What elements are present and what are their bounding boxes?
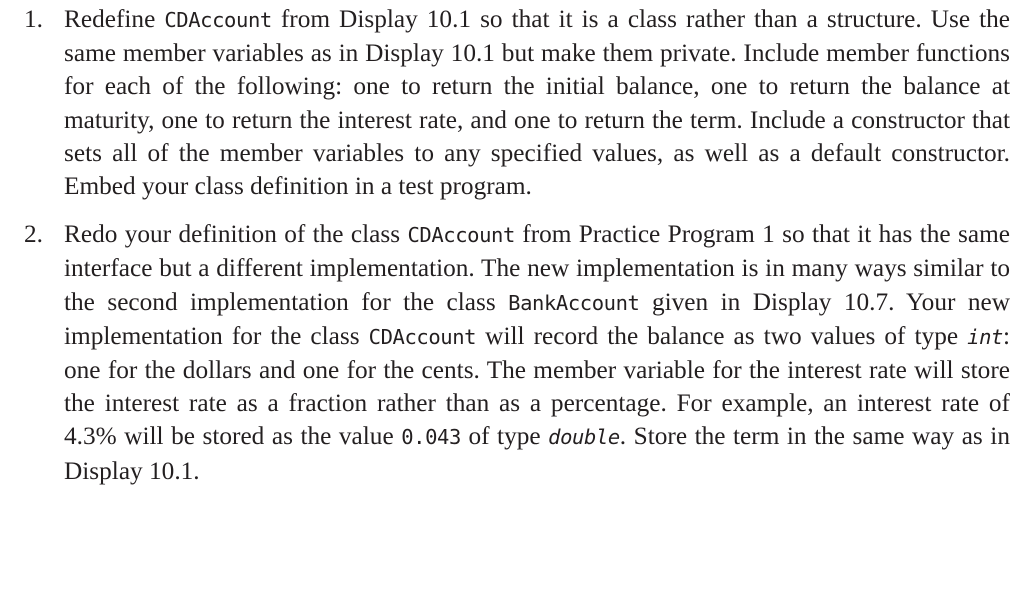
code-term: BankAccount: [508, 290, 640, 315]
exercise-number: 1.: [24, 5, 43, 33]
text-segment: . Store the term in the same way as in Display 10.1.: [64, 422, 1010, 485]
exercise-text: [64, 3, 1010, 203]
text-segment: from Practice Program 1 so that it has the same interface but a different implementation. The new implementation is in many ways similar to the second implementation for the class: [64, 220, 1010, 316]
code-type-term: int: [967, 324, 1003, 349]
code-term: CDAccount: [368, 324, 477, 349]
exercise-item-2: [24, 218, 1010, 488]
code-term: CDAccount: [407, 223, 515, 248]
exercise-page: [24, 3, 1010, 488]
text-segment: Redo your definition of the class: [64, 220, 408, 249]
text-segment: : one for the dollars and one for the cents. The member variable for the interest rate will store the interest rate as a fraction rather than as a percentage. For example, an interest rate of 4.3% will be stored as the value: [64, 321, 1010, 451]
exercise-text: [64, 218, 1010, 488]
text-segment: will record the balance as two values of type: [476, 321, 968, 350]
text-segment: Redefine: [64, 5, 165, 33]
text-segment: from Display 10.1 so that it is a class rather than a structure. Use the same member variables as in Display 10.1 but make them private. Include member functions for each of the following: one to return the initial balance, one to return the balance at maturity, one to return the interest rate, and one to return the term. Include a constructor that sets all of the member variables to any specified values, as well as a default constructor. Embed your class definition in a test program.: [64, 5, 1010, 201]
exercise-number: 2.: [24, 220, 43, 249]
exercise-item-1: [24, 3, 1010, 203]
code-term: 0.043: [401, 425, 461, 450]
text-segment: given in Display 10.7. Your new implementation for the class: [64, 287, 1010, 350]
text-segment: of type: [460, 422, 549, 451]
code-term: CDAccount: [164, 8, 272, 32]
code-type-term: double: [548, 425, 620, 450]
